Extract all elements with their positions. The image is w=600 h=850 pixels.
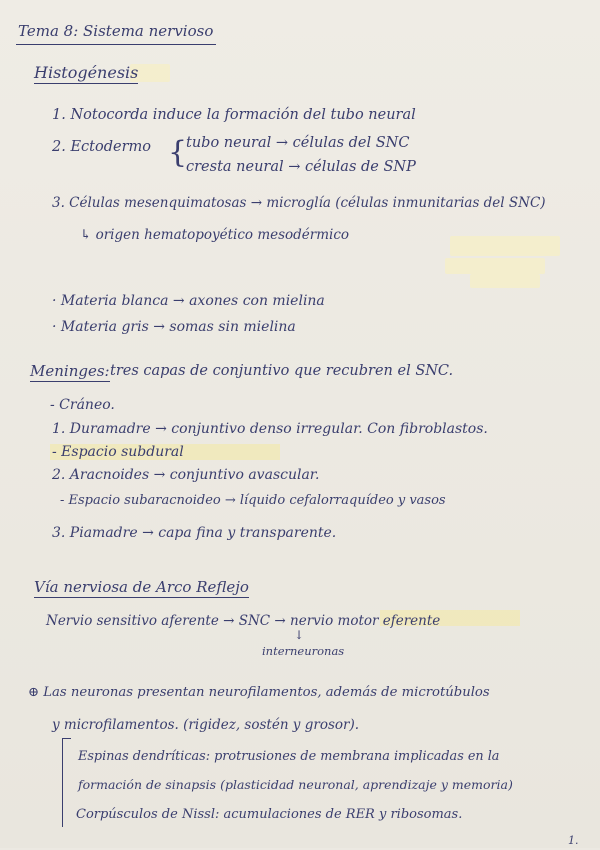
section-title-histogenesis: Histogénesis [34,63,139,82]
meninges-line-1: - Cráneo. [50,397,115,413]
tape-strip [445,258,545,274]
meninges-line-5: - Espacio subaracnoideo → líquido cefalorraquídeo y vasos [60,493,446,508]
bracket [62,738,71,827]
page-title: Tema 8: Sistema nervioso [18,22,214,40]
meninges-line-2: 1. Duramadre → conjuntivo denso irregular. Con fibroblastos. [52,421,488,437]
histo-line-5: · Materia blanca → axones con mielina [52,293,325,309]
histo-line-2c: cresta neural → células de SNP [186,159,416,175]
histo-line-1: 1. Notocorda induce la formación del tubo neural [52,107,416,123]
arco-line-2: interneuronas [262,644,345,658]
histo-line-4: ↳ origen hematopoyético mesodérmico [80,227,350,243]
title-underline [16,44,216,45]
histo-line-6: · Materia gris → somas sin mielina [52,319,296,335]
meninges-line-3: - Espacio subdural [52,444,184,460]
arco-line-1: Nervio sensitivo aferente → SNC → nervio motor eferente [46,613,441,629]
section-title-arco-reflejo: Vía nerviosa de Arco Reflejo [34,578,249,596]
tape-strip [470,274,540,288]
neuronas-line-4: formación de sinapsis (plasticidad neuronal, aprendizaje y memoria) [78,777,513,792]
page-number: 1. [568,834,579,847]
brace-icon: { [168,135,188,170]
histo-line-2a: 2. Ectodermo [52,139,151,155]
neuronas-line-1: ⊕ Las neuronas presentan neurofilamentos, además de microtúbulos [28,685,490,700]
histo-line-2b: tubo neural → células del SNC [186,135,410,151]
meninges-line-4: 2. Aracnoides → conjuntivo avascular. [52,467,320,483]
neuronas-line-2: y microfilamentos. (rigidez, sostén y grosor). [52,717,360,733]
meninges-line-6: 3. Piamadre → capa fina y transparente. [52,525,337,541]
neuronas-line-5: Corpúsculos de Nissl: acumulaciones de RER y ribosomas. [76,807,463,822]
meninges-intro: tres capas de conjuntivo que recubren el SNC. [110,363,454,379]
neuronas-line-3: Espinas dendríticas: protrusiones de membrana implicadas en la [78,749,500,764]
down-arrow-icon: ↓ [294,628,305,642]
section-title-meninges: Meninges: [30,362,110,380]
tape-strip [450,236,560,256]
histo-line-3: 3. Células mesenquimatosas → microglía (células inmunitarias del SNC) [52,195,546,211]
